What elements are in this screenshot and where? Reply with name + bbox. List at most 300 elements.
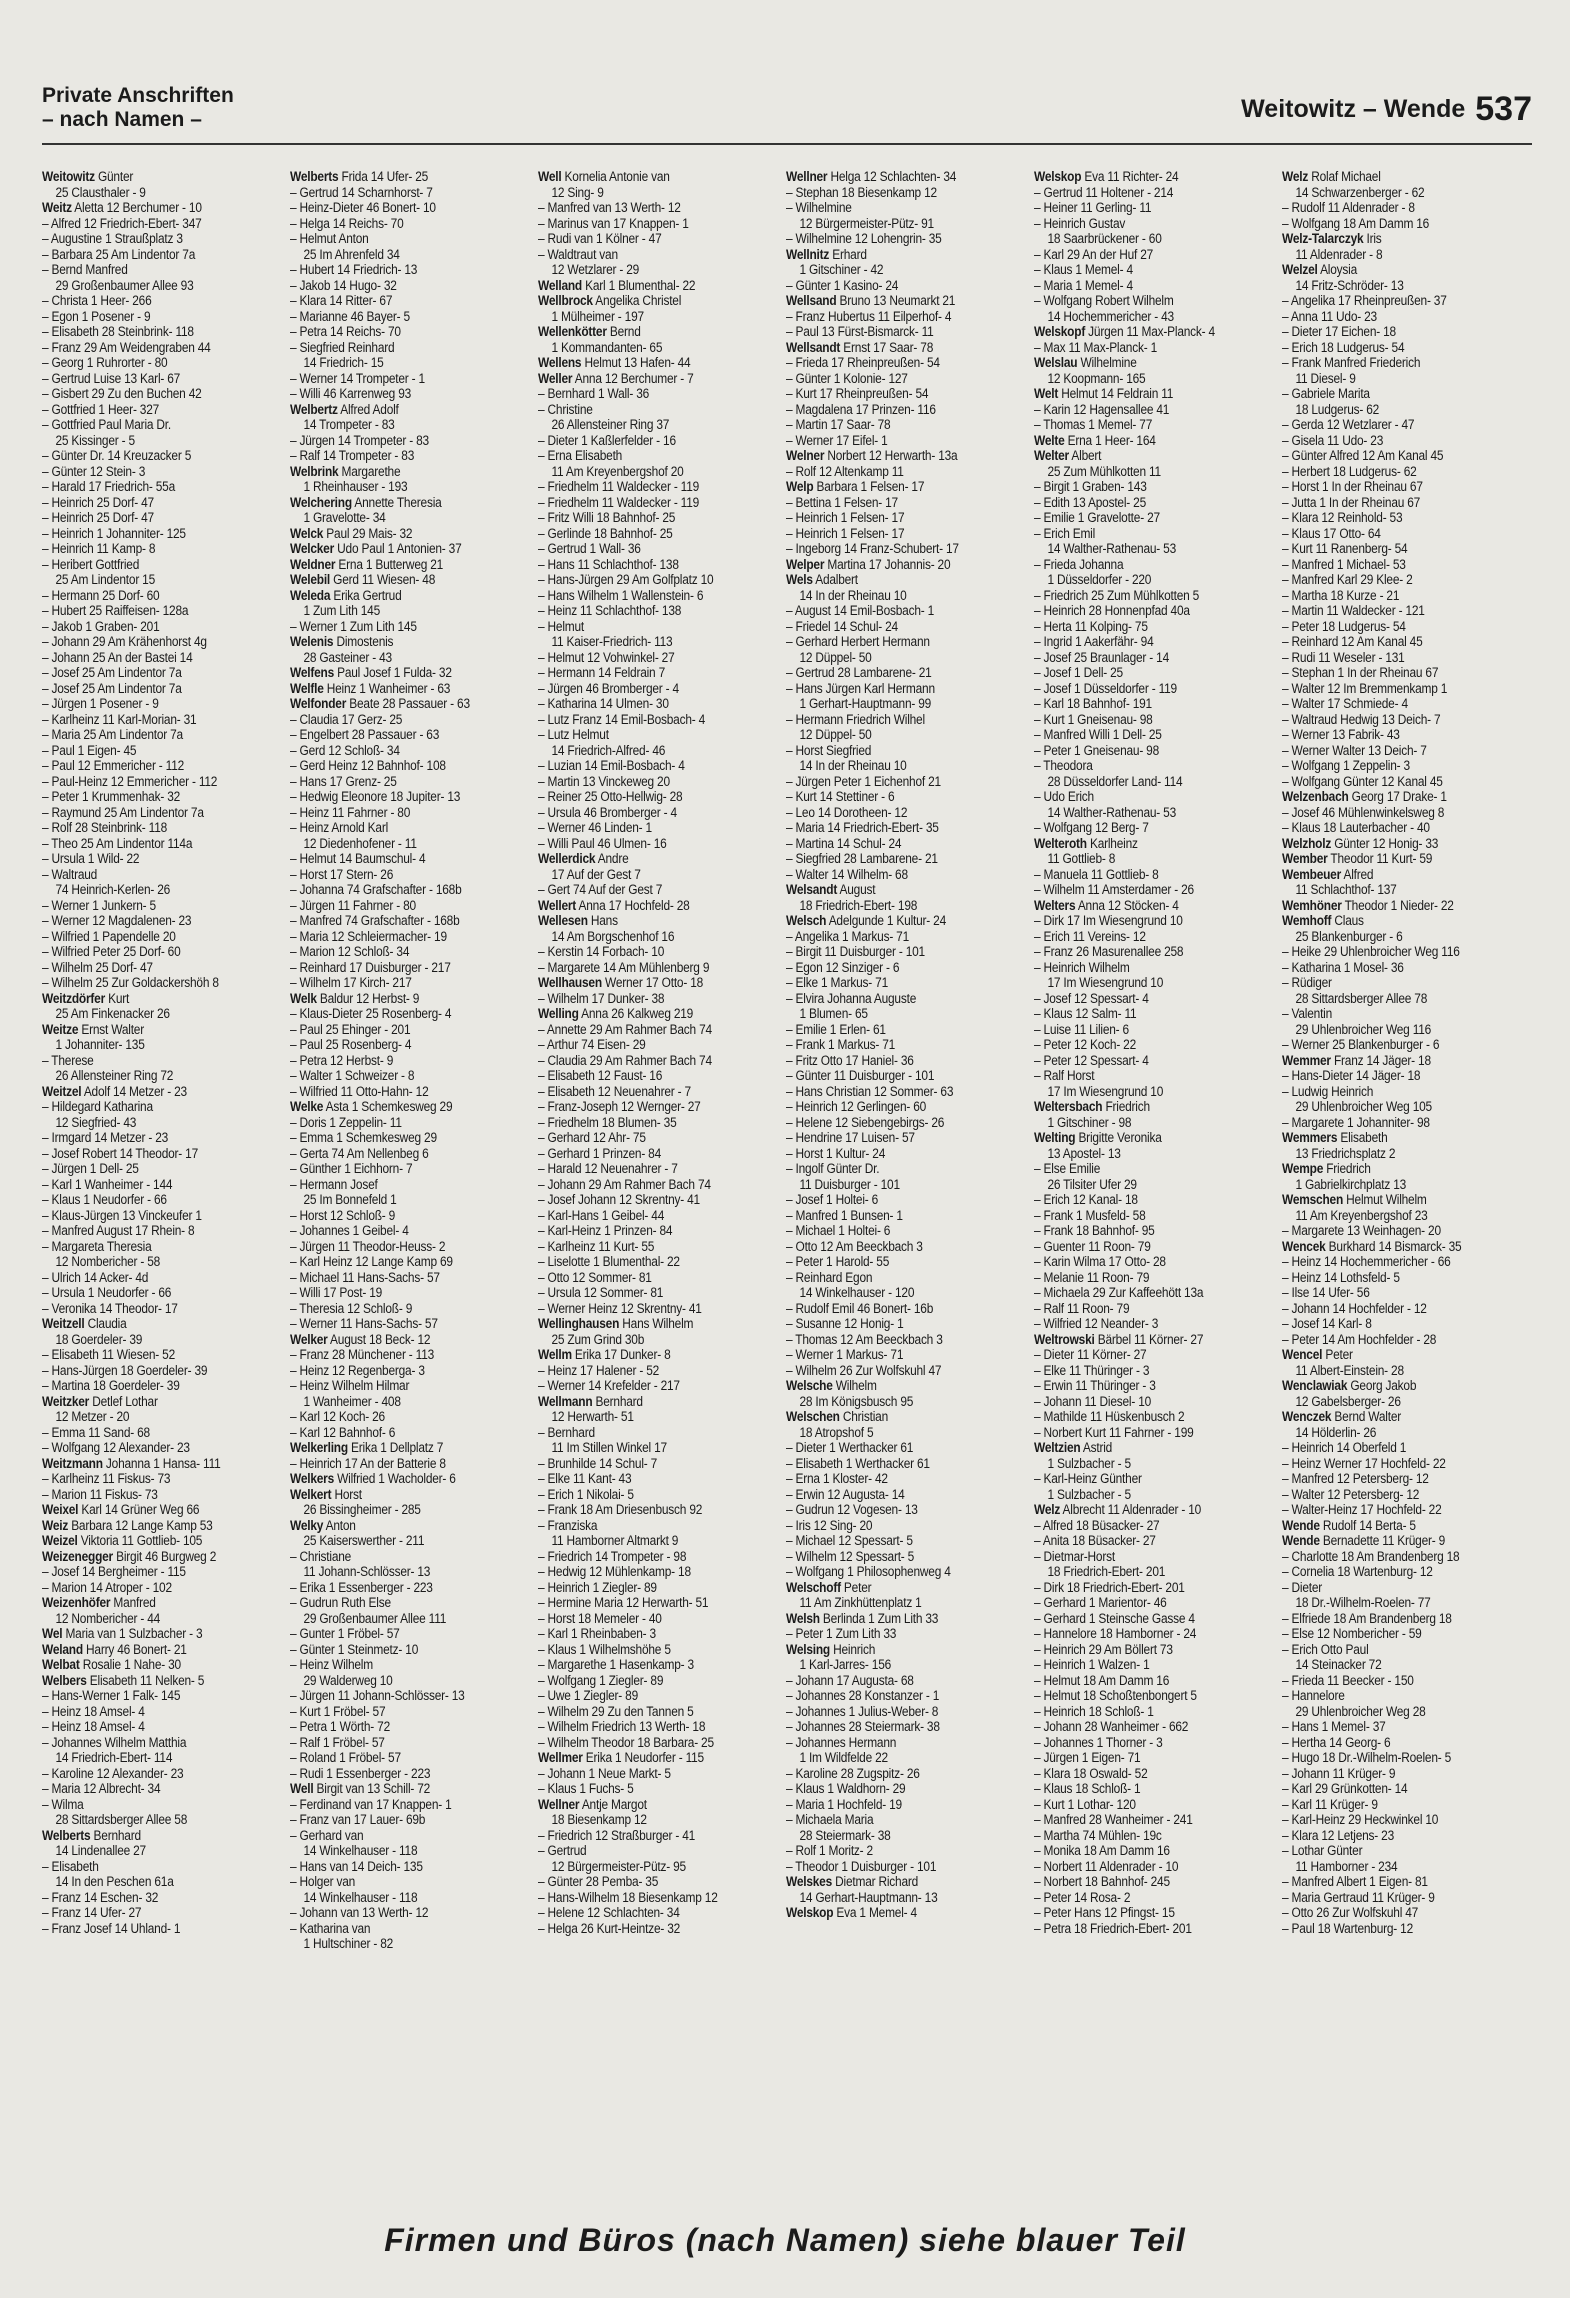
entry-details: Ernst 17 Saar- 78 <box>840 339 934 356</box>
directory-entry <box>1282 186 1521 202</box>
surname: Weldner <box>290 556 336 573</box>
directory-entry: – Karin 12 Hagensallee 41 <box>1034 401 1170 418</box>
directory-entry <box>1034 1100 1273 1116</box>
entry-details: Elisabeth 11 Nelken- 5 <box>86 1672 205 1689</box>
directory-entry: – Josef 25 Am Lindentor 7a <box>42 680 182 697</box>
directory-entry: – Johann 29 Am Rahmer Bach 74 <box>538 1176 711 1193</box>
directory-entry: – Heinrich 28 Honnenpfad 40a <box>1034 603 1190 619</box>
entry-continuation: 1 Wanheimer - 408 <box>303 1393 401 1410</box>
directory-entry: – Franz 28 Münchener - 113 <box>290 1347 435 1363</box>
directory-entry: – Werner 14 Krefelder - 217 <box>538 1378 680 1394</box>
entry-continuation: 28 Sittardsberger Allee 58 <box>55 1812 188 1828</box>
entry-continuation: 25 Blankenburger - 6 <box>1295 928 1403 945</box>
directory-entry: – Gerhard Herbert Hermann <box>786 634 930 650</box>
entry-continuation: 17 Im Wiesengrund 10 <box>1047 1083 1164 1100</box>
entry-continuation: 18 Friedrich-Ebert- 201 <box>1047 1564 1166 1580</box>
header-left <box>42 84 234 132</box>
directory-entry <box>786 651 1025 667</box>
surname: Welskop <box>786 1905 834 1921</box>
directory-entry: – Gertrud 28 Lambarene- 21 <box>786 665 932 681</box>
directory-entry <box>290 418 529 434</box>
directory-entry: – Werner 46 Linden- 1 <box>538 820 652 836</box>
directory-entry: – Kurt 1 Lothar- 120 <box>1034 1796 1136 1813</box>
surname: Welberts <box>290 170 339 185</box>
entry-details: Adalbert <box>812 572 858 588</box>
entry-continuation: 1 Sulzbacher - 5 <box>1047 1455 1131 1472</box>
surname: Welp <box>786 479 814 495</box>
entry-details: Astrid <box>1080 1440 1113 1456</box>
directory-entry: – Jürgen 11 Theodor-Heuss- 2 <box>290 1238 446 1255</box>
directory-entry: – Werner 1 Zum Lith 145 <box>290 618 417 635</box>
directory-entry: – Emilie 1 Erlen- 61 <box>786 1021 886 1038</box>
directory-entry: – Elfriede 18 Am Brandenberg 18 <box>1282 1610 1452 1627</box>
directory-entry: – Ralf 14 Trompeter - 83 <box>290 448 415 464</box>
directory-entry <box>1034 775 1273 791</box>
directory-entry: – Heinrich 12 Gerlingen- 60 <box>786 1099 927 1115</box>
entry-continuation: 28 Im Königsbusch 95 <box>799 1393 914 1410</box>
entry-continuation: 12 Düppel- 50 <box>799 649 872 666</box>
directory-entry <box>1034 356 1273 372</box>
directory-entry <box>538 930 777 946</box>
entry-details: Wilfried 1 Wacholder- 6 <box>334 1471 456 1487</box>
directory-entry: – Hans 11 Schlachthof- 138 <box>538 556 679 573</box>
directory-entry <box>1282 1519 1521 1535</box>
directory-entry: – Johannes Wilhelm Matthia <box>42 1734 187 1751</box>
directory-entry <box>290 248 529 264</box>
directory-entry <box>290 697 529 713</box>
directory-entry <box>538 186 777 202</box>
directory-entry <box>1034 976 1273 992</box>
page-range-title: Weitowitz – Wende <box>1241 95 1466 123</box>
directory-entry <box>290 496 529 512</box>
directory-entry: – Wilhelm 12 Spessart- 5 <box>786 1548 915 1565</box>
directory-entry: – Josef 25 Am Lindentor 7a <box>42 665 182 681</box>
directory-entry <box>42 1457 281 1473</box>
directory-entry: – Johann 28 Wanheimer - 662 <box>1034 1719 1189 1735</box>
directory-entry <box>42 1410 281 1426</box>
entry-continuation: 14 In den Peschen 61a <box>55 1874 174 1890</box>
directory-entry: – Mathilde 11 Hüskenbusch 2 <box>1034 1409 1185 1425</box>
directory-entry: – Marinus van 17 Knappen- 1 <box>538 215 689 232</box>
directory-entry: – Heinrich 17 An der Batterie 8 <box>290 1455 446 1472</box>
directory-column-6 <box>1282 170 1522 2205</box>
directory-entry: – Ingeborg 14 Franz-Schubert- 17 <box>786 541 959 557</box>
entry-continuation: 1 Kommandanten- 65 <box>551 339 663 356</box>
directory-entry <box>290 635 529 651</box>
directory-entry: – Erika 1 Essenberger - 223 <box>290 1579 433 1596</box>
directory-entry <box>538 1534 777 1550</box>
directory-entry <box>538 372 777 388</box>
directory-entry: – Emilie 1 Gravelotte- 27 <box>1034 510 1160 526</box>
surname: Wellmann <box>538 1393 593 1410</box>
directory-entry: – Frank 18 Bahnhof- 95 <box>1034 1223 1155 1239</box>
directory-entry <box>1282 1379 1521 1395</box>
directory-entry <box>1282 1426 1521 1442</box>
entry-details: Annette Theresia <box>351 494 442 511</box>
directory-entry: – Augustine 1 Straußplatz 3 <box>42 231 183 247</box>
directory-entry <box>1282 1705 1521 1721</box>
entry-details: Günter <box>94 170 134 185</box>
directory-entry <box>538 852 777 868</box>
directory-entry: – Maria 12 Albrecht- 34 <box>42 1781 161 1797</box>
directory-entry <box>1034 387 1273 403</box>
directory-entry <box>42 1503 281 1519</box>
directory-entry <box>290 1488 529 1504</box>
directory-entry: – Lutz Franz 14 Emil-Bosbach- 4 <box>538 711 706 728</box>
entry-continuation: 14 Trompeter - 83 <box>303 417 395 433</box>
surname: Welenis <box>290 634 334 650</box>
directory-entry: – Friedrich 12 Straßburger - 41 <box>538 1827 696 1844</box>
entry-details: Theodor 11 Kurt- 59 <box>1327 851 1433 867</box>
directory-entry: – Peter 1 Gneisenau- 98 <box>1034 742 1160 759</box>
entry-details: Aletta 12 Berchumer - 10 <box>71 200 202 216</box>
directory-entry <box>538 1813 777 1829</box>
directory-entry: – Marianne 46 Bayer- 5 <box>290 308 410 325</box>
directory-entry <box>1034 1178 1273 1194</box>
surname: Welky <box>290 1517 324 1534</box>
directory-entry <box>1034 1565 1273 1581</box>
directory-entry <box>538 279 777 295</box>
directory-entry: – Johannes 1 Geibel- 4 <box>290 1223 409 1239</box>
directory-entry: – Josef 14 Bergheimer - 115 <box>42 1564 186 1580</box>
entry-continuation: 14 Walther-Rathenau- 53 <box>1047 804 1176 821</box>
directory-entry: – Max 11 Max-Planck- 1 <box>1034 339 1157 356</box>
directory-entry: – Klaus 1 Neudorfer - 66 <box>42 1192 167 1208</box>
directory-entry: – Paul-Heinz 12 Emmericher - 112 <box>42 773 218 790</box>
directory-entry: – Petra 12 Herbst- 9 <box>290 1052 394 1069</box>
directory-entry: – Norbert Kurt 11 Fahrner - 199 <box>1034 1424 1194 1441</box>
directory-entry: – Theresia 12 Schloß- 9 <box>290 1300 413 1317</box>
directory-entry: – Heinz 14 Lothsfeld- 5 <box>1282 1269 1400 1286</box>
directory-entry: – Gerhard 12 Ahr- 75 <box>538 1130 646 1146</box>
directory-entry: – Karl-Heinz 29 Heckwinkel 10 <box>1282 1812 1439 1828</box>
entry-details: Helga 12 Schlachten- 34 <box>827 170 957 185</box>
directory-entry: – Jürgen 46 Bromberger - 4 <box>538 680 679 697</box>
directory-entry: – Helmut 14 Baumschul- 4 <box>290 851 426 867</box>
directory-entry <box>290 666 529 682</box>
entry-details: Eva 11 Richter- 24 <box>1081 170 1179 185</box>
directory-entry: – Ralf 11 Roon- 79 <box>1034 1300 1130 1317</box>
directory-entry: – Elisabeth 1 Werthacker 61 <box>786 1455 930 1472</box>
directory-entry: – Heinz 17 Halener - 52 <box>538 1362 660 1379</box>
directory-entry: – Johanna 74 Grafschafter - 168b <box>290 882 462 898</box>
entry-continuation: 28 Sittardsberger Allee 78 <box>1295 990 1428 1007</box>
directory-entry: – Karl 1 Wanheimer - 144 <box>42 1176 173 1193</box>
entry-continuation: 1 Gitschiner - 98 <box>1047 1114 1132 1131</box>
directory-entry: – Marion 11 Fiskus- 73 <box>42 1486 158 1503</box>
directory-entry <box>290 1519 529 1535</box>
directory-entry: – Paul 25 Ehinger - 201 <box>290 1021 411 1038</box>
surname: Weltrowski <box>1034 1331 1095 1348</box>
entry-continuation: 1 Gabrielkirchplatz 13 <box>1295 1176 1407 1193</box>
directory-entry <box>786 263 1025 279</box>
directory-entry: – Heinz 18 Amsel- 4 <box>42 1703 145 1720</box>
entry-continuation: 14 Am Borgschenhof 16 <box>551 928 675 945</box>
directory-column-2 <box>290 170 530 2205</box>
directory-entry: – Maria 25 Am Lindentor 7a <box>42 727 183 743</box>
entry-continuation: 29 Walderweg 10 <box>303 1672 393 1689</box>
directory-entry: – Franz Josef 14 Uhland- 1 <box>42 1920 181 1937</box>
directory-entry: – Wolfgang 1 Zeppelin- 3 <box>1282 758 1410 774</box>
directory-entry: – Frieda 11 Beecker - 150 <box>1282 1672 1414 1689</box>
entry-continuation: 25 Im Bonnefeld 1 <box>303 1192 397 1208</box>
entry-continuation: 11 Im Stillen Winkel 17 <box>551 1440 667 1456</box>
directory-entry <box>290 1503 529 1519</box>
entry-details: Asta 1 Schemkesweg 29 <box>323 1099 453 1115</box>
directory-entry: – Friedhelm 11 Waldecker - 119 <box>538 494 700 511</box>
entry-details: Anna 12 Berchumer - 7 <box>572 370 694 387</box>
directory-entry: – Erich 11 Vereins- 12 <box>1034 928 1146 945</box>
surname: Wellm <box>538 1347 572 1363</box>
directory-entry: – Leo 14 Dorotheen- 12 <box>786 804 908 821</box>
directory-entry: – Gerhard 1 Steinsche Gasse 4 <box>1034 1610 1195 1627</box>
entry-continuation: 14 Hochemmericher - 43 <box>1047 308 1174 325</box>
directory-entry: – Hedwig 12 Mühlenkamp- 18 <box>538 1564 691 1580</box>
entry-details: Claus <box>1331 913 1364 929</box>
directory-entry: – Karl-Heinz 1 Prinzen- 84 <box>538 1223 673 1239</box>
directory-entry: – Gerd Heinz 12 Bahnhof- 108 <box>290 758 446 774</box>
entry-details: Bernhard <box>592 1393 643 1410</box>
directory-entry <box>1034 899 1273 915</box>
entry-continuation: 28 Steiermark- 38 <box>799 1827 891 1844</box>
directory-entry <box>786 1658 1025 1674</box>
entry-details: Baldur 12 Herbst- 9 <box>316 990 420 1007</box>
directory-entry: – Horst 1 Kultur- 24 <box>786 1145 886 1162</box>
directory-entry: – Gunter 1 Fröbel- 57 <box>290 1626 400 1642</box>
entry-continuation: 1 Blumen- 65 <box>799 1006 868 1022</box>
surname: Wemhöner <box>1282 897 1342 914</box>
directory-entry: – Rudi 11 Weseler - 131 <box>1282 649 1405 666</box>
directory-entry: – Ingrid 1 Aakerfähr- 94 <box>1034 634 1154 650</box>
surname: Weizenegger <box>42 1548 113 1565</box>
entry-details: Karl 14 Grüner Weg 66 <box>78 1502 200 1518</box>
directory-entry: – Josef Robert 14 Theodor- 17 <box>42 1145 199 1162</box>
directory-entry <box>1034 806 1273 822</box>
entry-details: Erna 1 Butterweg 21 <box>335 556 444 573</box>
directory-entry: – Hans-Wilhelm 18 Biesenkamp 12 <box>538 1889 718 1906</box>
directory-entry: – Kurt 11 Ranenberg- 54 <box>1282 541 1408 557</box>
directory-entry <box>1034 1333 1273 1349</box>
directory-entry: – Walter 12 Petersberg- 12 <box>1282 1486 1420 1503</box>
directory-entry: – Heribert Gottfried <box>42 556 140 573</box>
surname: Wellner <box>786 170 828 185</box>
surname: Welteroth <box>1034 835 1087 852</box>
directory-entry: – Heinz 11 Schlachthof- 138 <box>538 603 682 619</box>
directory-entry <box>42 1069 281 1085</box>
directory-entry: – Frank 18 Am Driesenbusch 92 <box>538 1502 703 1518</box>
directory-entry <box>1282 1596 1521 1612</box>
entry-continuation: 25 Clausthaler - 9 <box>55 184 146 201</box>
directory-entry: – Heinz-Dieter 46 Bonert- 10 <box>290 200 436 216</box>
directory-entry <box>290 558 529 574</box>
directory-entry: – Gerhard 1 Marientor- 46 <box>1034 1595 1167 1611</box>
surname: Wende <box>1282 1533 1320 1549</box>
entry-continuation: 18 Friedrich-Ebert- 198 <box>799 897 918 914</box>
directory-entry: – Josef 1 Dell- 25 <box>1034 665 1123 681</box>
directory-entry: – Manfred 1 Bunsen- 1 <box>786 1207 903 1224</box>
directory-entry: – Helmut Anton <box>290 231 369 247</box>
directory-entry <box>290 992 529 1008</box>
surname: Weltersbach <box>1034 1099 1103 1115</box>
entry-continuation: 29 Großenbaumer Allee 93 <box>55 277 194 294</box>
directory-entry <box>1034 310 1273 326</box>
directory-entry: – Johann 25 An der Bastei 14 <box>42 649 193 666</box>
directory-entry <box>786 1379 1025 1395</box>
directory-entry: – Heike 29 Uhlenbroicher Weg 116 <box>1282 944 1460 960</box>
directory-entry: – Gabriele Marita <box>1282 386 1370 402</box>
surname: Welfens <box>290 665 335 681</box>
surname: Wencel <box>1282 1347 1323 1363</box>
directory-entry: – Jürgen 1 Dell- 25 <box>42 1161 139 1177</box>
surname: Wels <box>786 572 813 588</box>
directory-entry <box>290 682 529 698</box>
footer-note: Firmen und Büros (nach Namen) siehe blauer Teil <box>384 2222 1186 2258</box>
entry-details: Bärbel 11 Körner- 27 <box>1094 1331 1204 1348</box>
directory-entry: – Heinz Arnold Karl <box>290 820 389 836</box>
directory-entry: – Theodora <box>1034 758 1093 774</box>
directory-entry <box>42 1317 281 1333</box>
surname: Welke <box>290 1099 324 1115</box>
entry-continuation: 11 Albert-Einstein- 28 <box>1295 1362 1404 1379</box>
entry-details: Maria van 1 Sulzbacher - 3 <box>62 1626 203 1642</box>
directory-entry <box>1034 837 1273 853</box>
entry-details: Bernd Walter <box>1331 1409 1402 1425</box>
surname: Welters <box>1034 897 1076 914</box>
directory-entry: – Jürgen 1 Eigen- 71 <box>1034 1750 1141 1766</box>
directory-entry <box>290 511 529 527</box>
surname: Welte <box>1034 432 1065 449</box>
directory-entry: – Manfred Willi 1 Dell- 25 <box>1034 727 1162 743</box>
directory-entry: – Karl 11 Krüger- 9 <box>1282 1796 1378 1813</box>
directory-entry: – Karlheinz 11 Kurt- 55 <box>538 1238 655 1255</box>
directory-entry: – Werner 1 Junkern- 5 <box>42 897 156 914</box>
directory-entry: – Jürgen 11 Fahrner - 80 <box>290 897 416 914</box>
directory-entry: – Luzian 14 Emil-Bosbach- 4 <box>538 758 685 774</box>
directory-entry: – Helene 12 Schlachten- 34 <box>538 1905 680 1921</box>
entry-details: Günter 12 Honig- 33 <box>1331 835 1439 852</box>
directory-entry: – Michael 12 Spessart- 5 <box>786 1533 913 1549</box>
directory-entry: – Bernhard <box>538 1424 595 1441</box>
directory-entry: – Claudia 17 Gerz- 25 <box>290 711 403 728</box>
directory-entry <box>290 356 529 372</box>
entry-details: Iris <box>1363 231 1382 247</box>
directory-entry <box>786 449 1025 465</box>
entry-continuation: 11 Am Zinkhüttenplatz 1 <box>799 1595 922 1611</box>
directory-entry: – Rudolf 11 Aldenrader - 8 <box>1282 200 1415 216</box>
directory-entry: – Otto 12 Sommer- 81 <box>538 1269 652 1286</box>
entry-details: Beate 28 Passauer - 63 <box>346 696 470 712</box>
directory-entry: – Günter 12 Stein- 3 <box>42 463 146 480</box>
directory-entry <box>42 1255 281 1271</box>
directory-entry <box>1282 914 1521 930</box>
directory-entry <box>42 1627 281 1643</box>
directory-entry <box>538 1860 777 1876</box>
directory-entry: – Johann 1 Neue Markt- 5 <box>538 1765 671 1782</box>
directory-entry <box>538 325 777 341</box>
directory-entry: – Marion 14 Atroper - 102 <box>42 1579 172 1596</box>
directory-entry <box>538 341 777 357</box>
entry-continuation: 25 Zum Mühlkotten 11 <box>1047 463 1161 480</box>
directory-entry <box>786 1395 1025 1411</box>
directory-entry: – Hildegard Katharina <box>42 1099 153 1115</box>
directory-entry <box>290 480 529 496</box>
directory-entry <box>42 1612 281 1628</box>
directory-entry: – Werner Heinz 12 Skrentny- 41 <box>538 1300 702 1317</box>
directory-entry <box>290 1100 529 1116</box>
directory-entry: – Thomas 1 Memel- 77 <box>1034 417 1153 433</box>
directory-column-1 <box>42 170 282 2205</box>
directory-entry <box>786 1643 1025 1659</box>
entry-details: Dimostenis <box>333 634 394 650</box>
entry-details: Christian <box>839 1409 888 1425</box>
directory-entry <box>290 604 529 620</box>
directory-entry: – Maria 1 Memel- 4 <box>1034 277 1133 294</box>
directory-entry <box>538 294 777 310</box>
entry-continuation: 1 Gravelotte- 34 <box>303 510 386 526</box>
directory-entry: – Wilhelm Friedrich 13 Werth- 18 <box>538 1719 706 1735</box>
entry-continuation: 12 Wetzlarer - 29 <box>551 262 640 278</box>
directory-entry <box>42 1844 281 1860</box>
entry-continuation: 17 Auf der Gest 7 <box>551 866 641 883</box>
directory-entry: – Heinz 12 Regenberga- 3 <box>290 1362 425 1379</box>
directory-entry: – Klaus 1 Memel- 4 <box>1034 262 1133 278</box>
directory-entry: – Annette 29 Am Rahmer Bach 74 <box>538 1021 712 1038</box>
surname: Welslau <box>1034 355 1078 371</box>
surname: Wellesen <box>538 913 588 929</box>
directory-entry: – Heinrich 1 Walzen- 1 <box>1034 1657 1150 1673</box>
directory-entry: – Udo Erich <box>1034 789 1094 805</box>
directory-entry <box>42 1395 281 1411</box>
directory-entry: – Walter 14 Wilhelm- 68 <box>786 866 908 883</box>
directory-entry: – Herta 11 Kolping- 75 <box>1034 618 1148 635</box>
directory-entry: – Gerta 74 Am Nellenbeg 6 <box>290 1145 429 1162</box>
directory-entry <box>538 263 777 279</box>
directory-entry: – Werner Walter 13 Deich- 7 <box>1282 742 1427 759</box>
directory-entry <box>786 1286 1025 1302</box>
directory-entry: – Johannes 28 Konstanzer - 1 <box>786 1688 940 1704</box>
directory-entry <box>290 1612 529 1628</box>
entry-continuation: 26 Allensteiner Ring 72 <box>55 1068 174 1084</box>
surname: Wembeuer <box>1282 866 1342 883</box>
entry-continuation: 14 Winkelhauser - 120 <box>799 1285 915 1301</box>
entry-continuation: 14 Steinacker 72 <box>1295 1657 1382 1673</box>
directory-entry <box>786 1596 1025 1612</box>
entry-continuation: 25 Im Ahrenfeld 34 <box>303 246 400 263</box>
directory-entry: – Anna 11 Udo- 23 <box>1282 308 1377 325</box>
directory-entry: – Else 12 Nombericher - 59 <box>1282 1626 1422 1642</box>
directory-entry: – Emma 11 Sand- 68 <box>42 1424 150 1441</box>
directory-entry: – Klara 14 Ritter- 67 <box>290 293 393 309</box>
directory-entry: – Hermann 25 Dorf- 60 <box>42 587 160 604</box>
entry-details: Friedrich <box>1323 1161 1371 1177</box>
entry-continuation: 26 Bissingheimer - 285 <box>303 1502 421 1518</box>
directory-entry <box>538 1410 777 1426</box>
directory-entry <box>1282 1209 1521 1225</box>
directory-entry: – Cornelia 18 Wartenburg- 12 <box>1282 1564 1433 1580</box>
directory-entry: – Erich Emil <box>1034 525 1096 542</box>
directory-entry: – Klaus 1 Wilhelmshöhe 5 <box>538 1641 671 1658</box>
directory-entry: – Emma 1 Schemkesweg 29 <box>290 1130 437 1146</box>
directory-entry: – Wolfgang Robert Wilhelm <box>1034 293 1174 309</box>
directory-entry: – Franz Hubertus 11 Eilperhof- 4 <box>786 308 952 325</box>
entry-details: Anna 12 Stöcken- 4 <box>1075 897 1179 914</box>
entry-details: Gerd 11 Wiesen- 48 <box>330 572 436 588</box>
directory-entry <box>786 1906 1025 1922</box>
directory-entry: – Wolfgang 18 Am Damm 16 <box>1282 215 1430 232</box>
directory-entry: – Gert 74 Auf der Gest 7 <box>538 882 663 898</box>
directory-entry: – Johannes 1 Julius-Weber- 8 <box>786 1703 939 1720</box>
entry-continuation: 29 Uhlenbroicher Weg 28 <box>1295 1703 1426 1720</box>
